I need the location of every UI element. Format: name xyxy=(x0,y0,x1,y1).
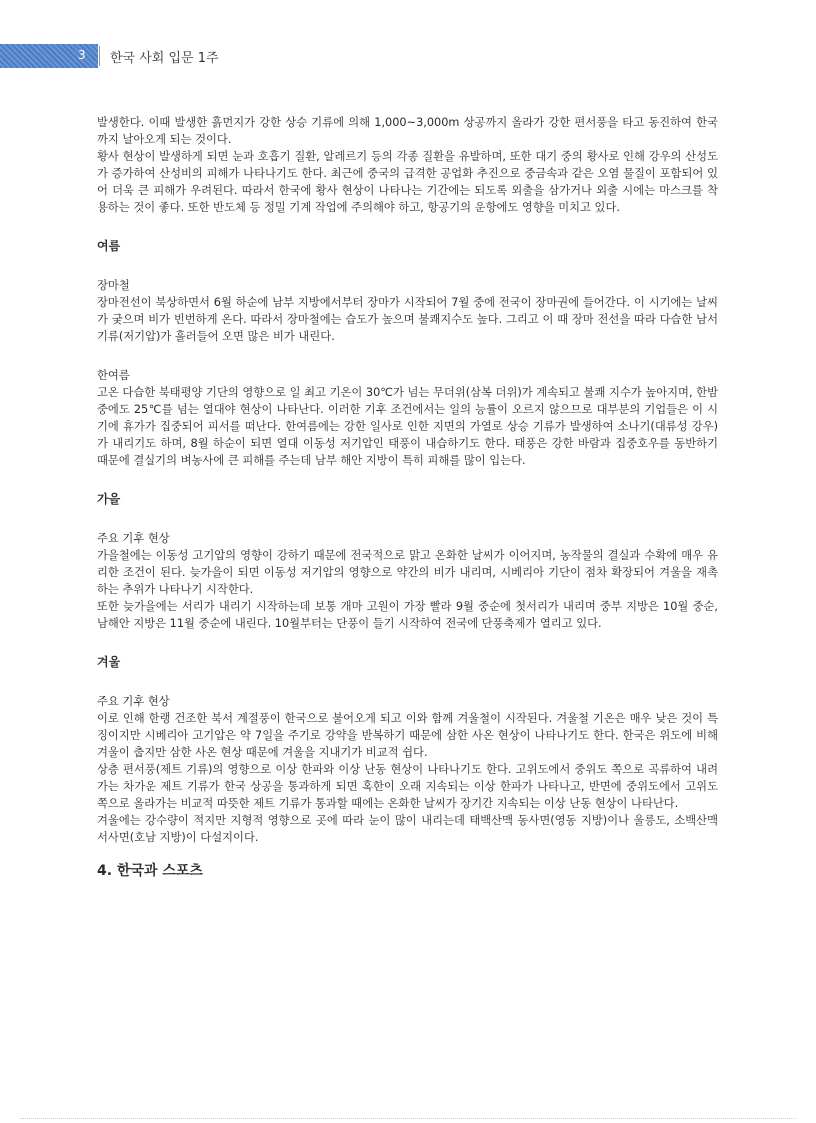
page-number: 3 xyxy=(78,48,86,62)
paragraph: 발생한다. 이때 발생한 흙먼지가 강한 상승 기류에 의해 1,000~3,000m 상공까지 올라가 강한 편서풍을 타고 동진하여 한국까지 날아오게 되는 것이다. xyxy=(97,116,718,146)
subheading: 장마철 xyxy=(97,279,130,292)
footer-rule xyxy=(20,1118,796,1119)
subheading: 한여름 xyxy=(97,369,130,382)
paragraph: 겨울에는 강수량이 적지만 지형적 영향으로 곳에 따라 눈이 많이 내리는데 태백산맥 동사면(영동 지방)이나 울릉도, 소백산맥 서사면(호남 지방)이 다설지이다. xyxy=(97,814,718,844)
paragraph: 장마전선이 북상하면서 6월 하순에 남부 지방에서부터 장마가 시작되어 7월 중에 전국이 장마권에 들어간다. 이 시기에는 날씨가 궂으며 비가 빈번하게 온다. 따라서 장마철에는 습도가 높으며 불쾌지수도 높다. 그리고 이 때 장마 전선을 따라 다습한 남서 기류(저기압)가 흘러들어 오면 많은 비가 내린다. xyxy=(97,296,718,343)
paragraph: 고온 다습한 북태평양 기단의 영향으로 일 최고 기온이 30℃가 넘는 무더위(삼복 더위)가 계속되고 불쾌 지수가 높아지며, 한밤 중에도 25℃를 넘는 열대야 현상이 나타난다. 이러한 기후 조건에서는 일의 능률이 오르지 않으므로 대부분의 기업들은 이 시기에 휴가가 집중되어 피서를 떠난다. 한여름에는 강한 일사로 인한 지면의 가열로 상승 기류가 발생하여 소나기(대류성 강우)가 내리기도 하며, 8월 하순이 되면 열대 이동성 저기압인 태풍이 내습하기도 한다. 태풍은 강한 바람과 집중호우를 동반하기 때문에 결실기의 벼농사에 큰 피해를 주는데 남부 해안 지방이 특히 피해를 많이 입는다. xyxy=(97,386,718,467)
paragraph: 이로 인해 한랭 건조한 북서 계절풍이 한국으로 불어오게 되고 이와 함께 겨울철이 시작된다. 겨울철 기온은 매우 낮은 것이 특징이지만 시베리아 고기압은 약 7일을 주기로 강약을 반복하기 때문에 삼한 사온 현상이 나타나기도 한다. 한국은 위도에 비해 겨울이 춥지만 삼한 사온 현상 때문에 겨울을 지내기가 비교적 쉽다. xyxy=(97,712,718,759)
section-heading-summer: 여름 xyxy=(97,239,121,253)
subheading: 주요 기후 현상 xyxy=(97,695,170,708)
paragraph: 상층 편서풍(제트 기류)의 영향으로 이상 한파와 이상 난동 현상이 나타나기도 한다. 고위도에서 중위도 쪽으로 곡류하여 내려가는 차가운 제트 기류가 한국 상공을 통과하게 되면 혹한이 오래 지속되는 이상 한파가 나타나고, 반면에 중위도에서 고위도 쪽으로 올라가는 비교적 따뜻한 제트 기류가 통과할 때에는 온화한 날씨가 장기간 지속되는 이상 난동 현상이 나타난다. xyxy=(97,763,718,810)
section-heading-winter: 겨울 xyxy=(97,655,121,669)
header-divider xyxy=(99,46,100,66)
paragraph: 또한 늦가을에는 서리가 내리기 시작하는데 보통 개마 고원이 가장 빨라 9월 중순에 첫서리가 내리며 중부 지방은 10월 중순, 남해안 지방은 11월 중순에 내린다. 10월부터는 단풍이 들기 시작하여 전국에 단풍축제가 열리고 있다. xyxy=(97,600,718,630)
document-body xyxy=(97,114,718,880)
paragraph: 가을철에는 이동성 고기압의 영향이 강하기 때문에 전국적으로 맑고 온화한 날씨가 이어지며, 농작물의 결실과 수확에 매우 유리한 조건이 된다. 늦가을이 되면 이동성 저기압의 영향으로 약간의 비가 내리며, 시베리아 기단이 점차 확장되어 겨울을 재촉하는 추위가 나타나기 시작한다. xyxy=(97,549,718,596)
section-heading-autumn: 가을 xyxy=(97,492,121,506)
paragraph: 황사 현상이 발생하게 되면 눈과 호흡기 질환, 알레르기 등의 각종 질환을 유발하며, 또한 대기 중의 황사로 인해 강우의 산성도가 증가하여 산성비의 피해가 나타나기도 한다. 최근에 중국의 급격한 공업화 추진으로 중금속과 같은 오염 물질이 포함되어 있어 더욱 큰 피해가 우려된다. 따라서 한국에 황사 현상이 나타나는 기간에는 되도록 외출을 삼가거나 외출 시에는 마스크를 착용하는 것이 좋다. 또한 반도체 등 정밀 기계 작업에 주의해야 하고, 항공기의 운항에도 영향을 미치고 있다. xyxy=(97,150,718,214)
chapter-heading: 4. 한국과 스포츠 xyxy=(97,863,203,879)
subheading: 주요 기후 현상 xyxy=(97,532,170,545)
running-header-title: 한국 사회 입문 1주 xyxy=(110,51,219,66)
